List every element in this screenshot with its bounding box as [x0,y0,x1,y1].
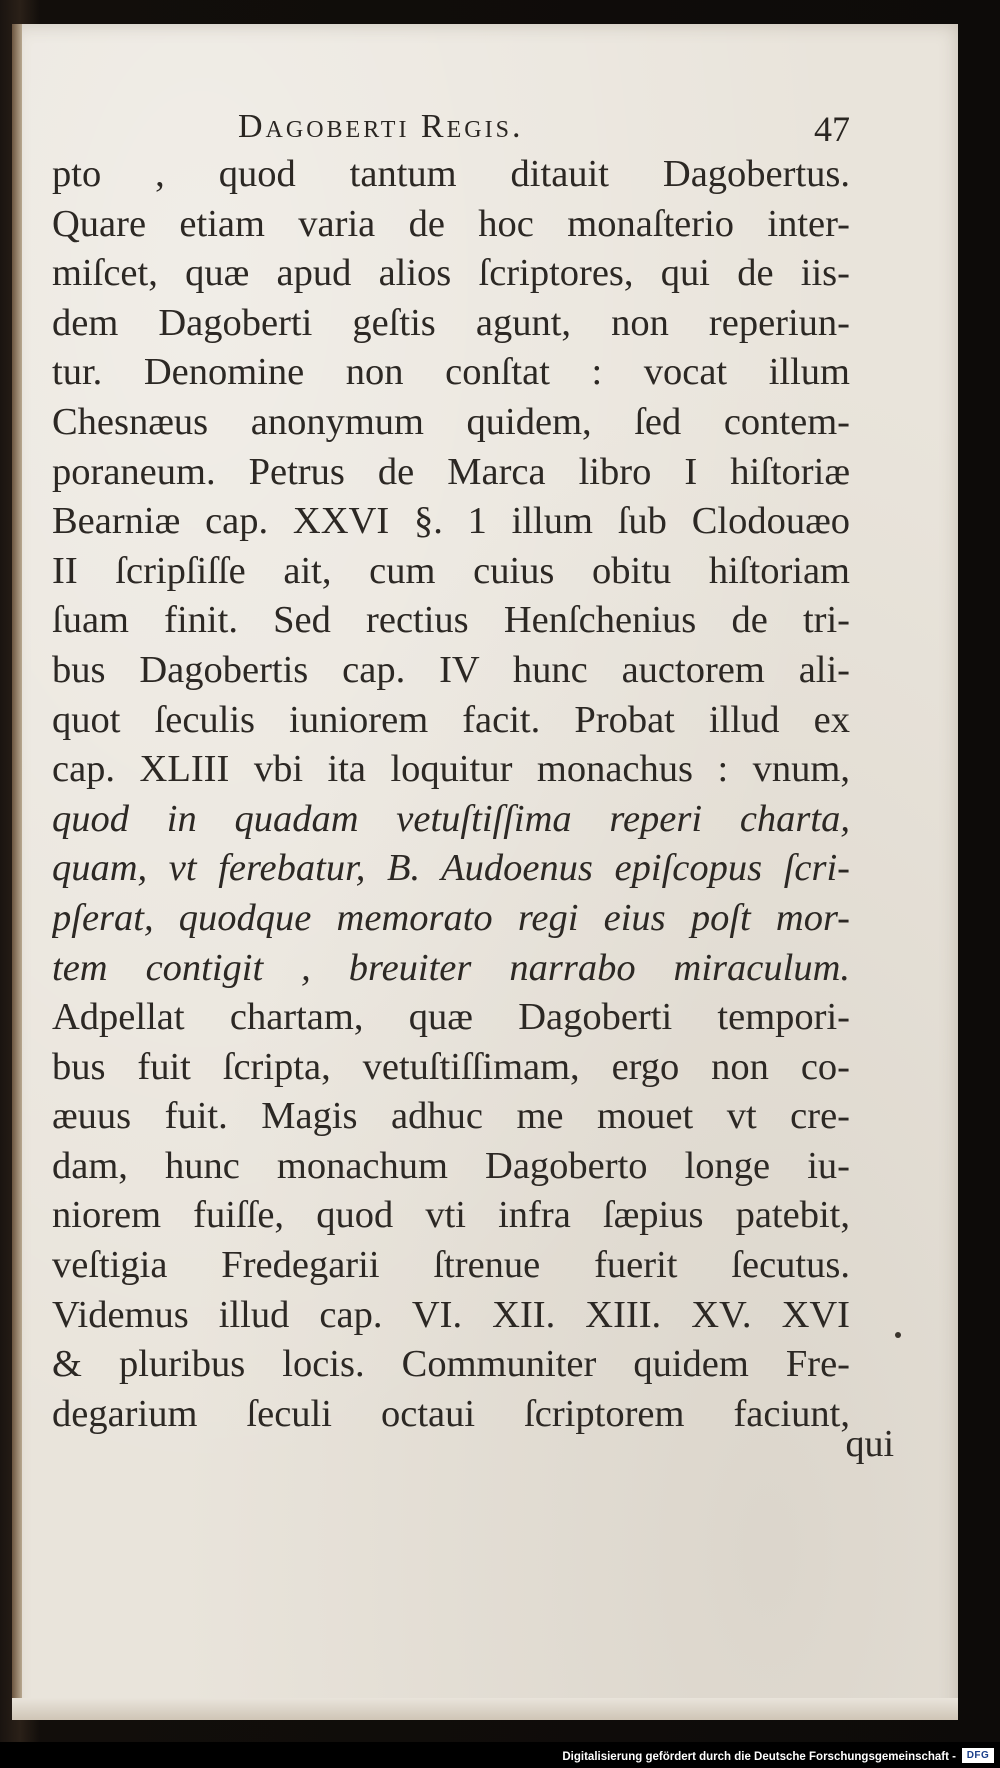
text-line: niorem fuiſſe, quod vti infra ſæpius patebit, [52,1194,850,1237]
catchword: qui [845,1423,894,1465]
page-gutter-edge [12,24,22,1720]
text-line: dam, hunc monachum Dagoberto longe iu- [52,1144,850,1187]
text-line: ſuam finit. Sed rectius Henſchenius de tri- [52,599,850,642]
text-line: Quare etiam varia de hoc monaſterio inter- [52,202,850,245]
text-line: quot ſeculis iuniorem facit. Probat illud ex [52,698,850,741]
text-line: tur. Denomine non conſtat : vocat illum [52,351,850,394]
dfg-logo: DFG [962,1748,994,1763]
body-text [52,150,850,1439]
text-line: miſcet, quæ apud alios ſcriptores, qui de iis- [52,252,850,295]
text-line: bus Dagobertis cap. IV hunc auctorem ali- [52,648,850,691]
text-line: Chesnæus anonymum quidem, ſed contem- [52,400,850,443]
running-head: Dagoberti Regis. [238,108,524,145]
text-line: Adpellat chartam, quæ Dagoberti tempori- [52,996,850,1039]
text-line: quam, vt ferebatur, B. Audoenus epiſcopus ſcri- [52,847,850,890]
text-line: II ſcripſiſſe ait, cum cuius obitu hiſtoriam [52,549,850,592]
paper-speck [895,1332,901,1338]
text-line: dem Dagoberti geſtis agunt, non reperiun- [52,301,850,344]
text-line: pſerat, quodque memorato regi eius poſt mor- [52,896,850,939]
page-header [238,108,850,148]
text-line: poraneum. Petrus de Marca libro I hiſtoriæ [52,450,850,493]
page-number: 47 [814,109,850,149]
digitization-credit: Digitalisierung gefördert durch die Deutsche Forschungsgemeinschaft - [562,1751,956,1763]
text-line: quod in quadam vetuſtiſſima reperi charta, [52,797,850,840]
footer-bar [0,1742,1000,1768]
text-line: tem contigit , breuiter narrabo miraculum. [52,946,850,989]
text-line: æuus fuit. Magis adhuc me mouet vt cre- [52,1095,850,1138]
page-bottom-edge [12,1698,958,1720]
text-line: & pluribus locis. Communiter quidem Fre- [52,1343,850,1386]
text-line: pto , quod tantum ditauit Dagobertus. [52,153,850,195]
text-line: Bearniæ cap. XXVI §. 1 illum ſub Clodouæo [52,500,850,543]
text-line: cap. XLIII vbi ita loquitur monachus : vnum, [52,748,850,791]
text-line: degarium ſeculi octaui ſcriptorem faciunt, [52,1392,850,1435]
text-line: bus fuit ſcripta, vetuſtiſſimam, ergo non co- [52,1045,850,1088]
text-line: Videmus illud cap. VI. XII. XIII. XV. XVI [52,1293,850,1336]
text-line: veſtigia Fredegarii ſtrenue fuerit ſecutus. [52,1244,850,1287]
